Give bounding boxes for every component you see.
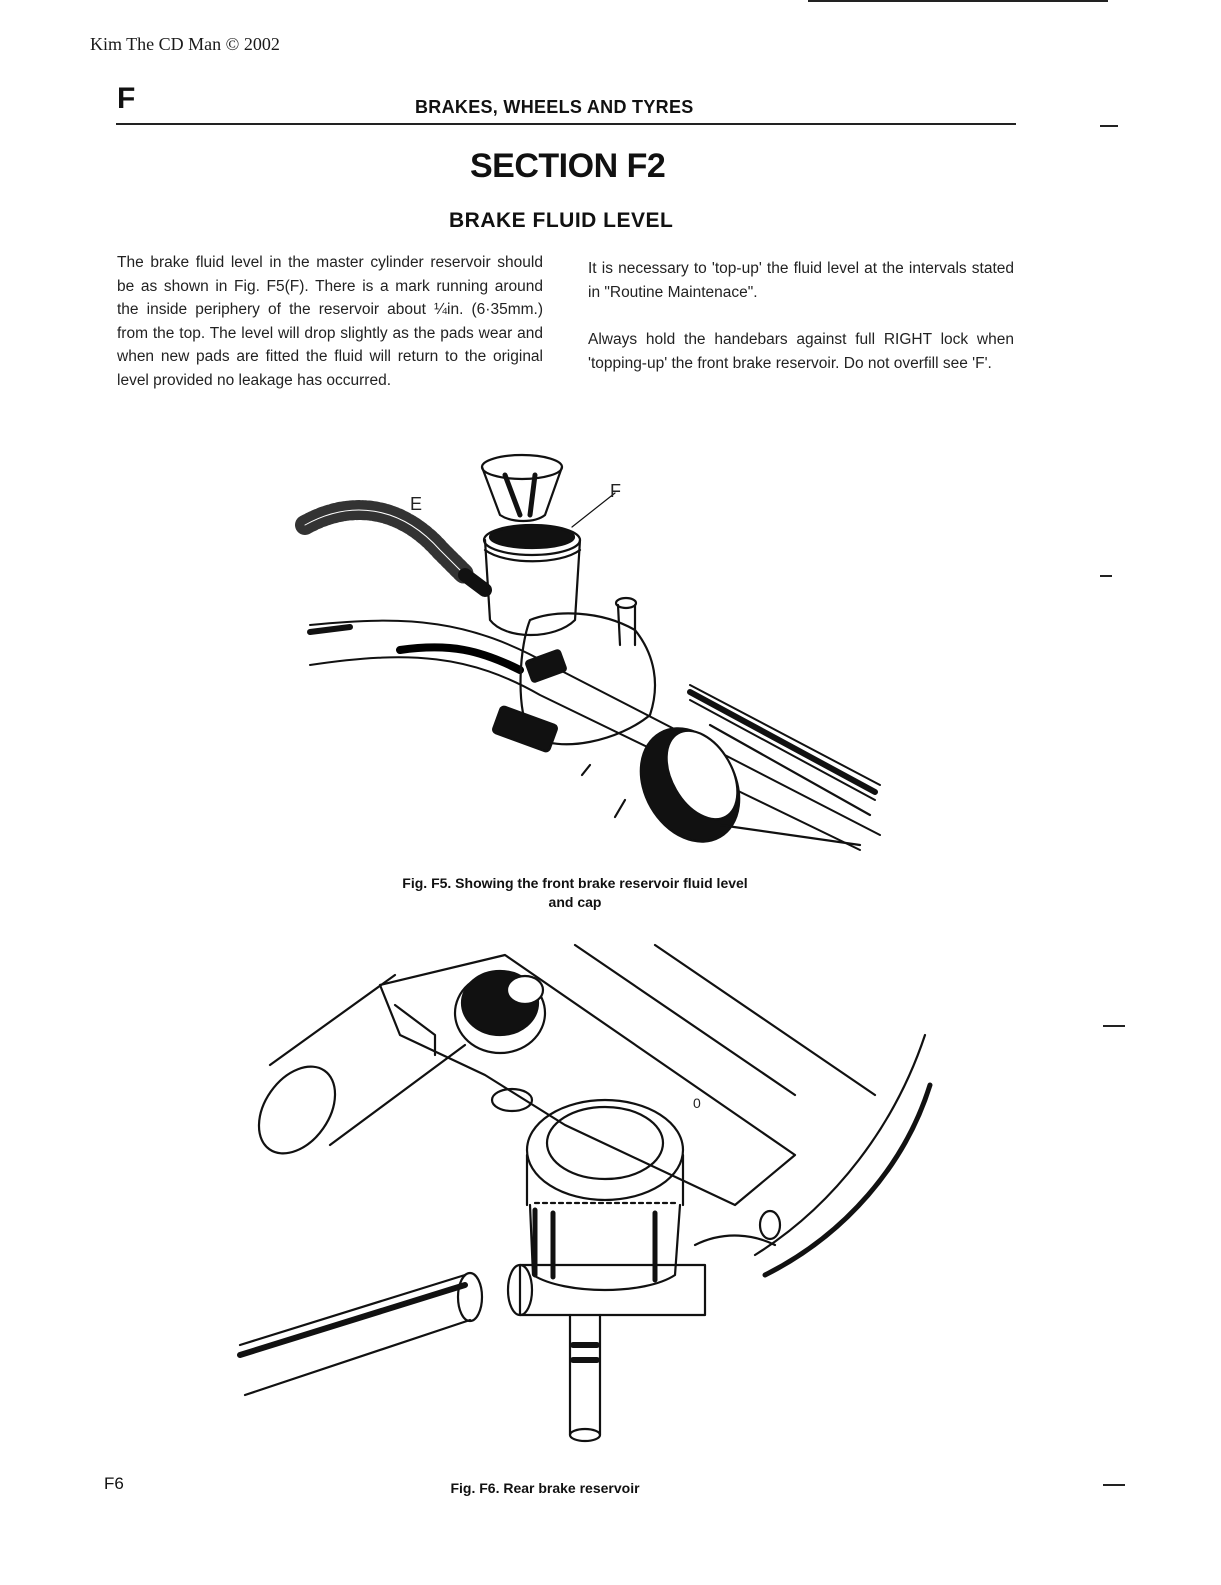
page-number: F6	[104, 1474, 124, 1493]
figure-f5-label-e: E	[410, 494, 423, 514]
margin-mark	[1100, 575, 1112, 577]
margin-mark	[1103, 1025, 1125, 1027]
figure-f6-caption: Fig. F6. Rear brake reservoir	[450, 1480, 640, 1496]
figure-f5-caption	[330, 874, 820, 912]
section-subheading: BRAKE FLUID LEVEL	[449, 209, 674, 232]
figure-f5-label-f: F	[610, 481, 621, 501]
section-letter: F	[117, 82, 136, 115]
chapter-title: BRAKES, WHEELS AND TYRES	[415, 97, 694, 117]
right-column	[588, 257, 1014, 375]
figure-f6-mark: 0	[693, 1095, 701, 1111]
header-rule	[116, 123, 1016, 125]
right-paragraph-1: It is necessary to 'top-up' the fluid level at the intervals stated in "Routine Maintenace".	[588, 260, 1014, 301]
margin-mark	[1100, 125, 1118, 127]
figure-f5-caption-line2: and cap	[548, 894, 602, 910]
figure-f5-caption-line1: Fig. F5. Showing the front brake reservoir fluid level	[402, 875, 748, 891]
margin-mark	[1103, 1484, 1125, 1486]
top-edge-rule	[808, 0, 1108, 2]
section-heading: SECTION F2	[470, 147, 666, 185]
figure-f6-illustration	[235, 945, 935, 1465]
figure-f5-illustration	[290, 445, 890, 855]
copyright-notice: Kim The CD Man © 2002	[90, 34, 280, 54]
left-paragraph: The brake fluid level in the master cylinder reservoir should be as shown in Fig. F5(F). There is a mark running around the inside periphery of the reservoir about ¼in. (6·35mm.) from the top. The level will drop slightly as the pads wear and when new pads are fitted the fluid will return to the original level provided no leakage has occurred.	[117, 254, 543, 389]
left-column	[117, 251, 543, 392]
right-paragraph-2: Always hold the handebars against full RIGHT lock when 'topping-up' the front brake reservoir. Do not overfill see 'F'.	[588, 331, 1014, 372]
